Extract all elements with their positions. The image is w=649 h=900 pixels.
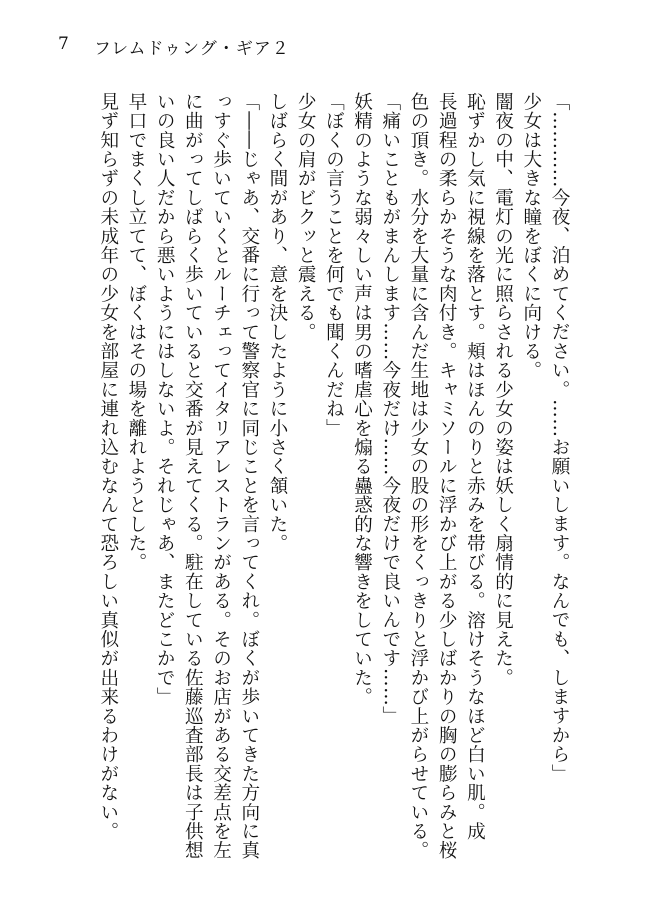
text-line: 早口でまくし立てて、ぼくはその場を離れようとした。 [125, 92, 147, 572]
text-line: 「――じゃあ、交番に行って警察官に同じことを言ってくれ。ぼくが歩いてきた方向に真 [238, 92, 260, 860]
text-line: 「ぼくの言うことを何でも聞くんだね」 [323, 92, 345, 438]
text-line: に曲がってしばらく歩いていると交番が見えてくる。駐在している佐藤巡査部長は子供想 [182, 92, 204, 860]
text-line: 色の頂き。水分を大量に含んだ生地は少女の股の形をくっきりと浮かび上がらせている。 [407, 92, 429, 860]
page-header [58, 34, 290, 59]
text-line: っすぐ歩いていくとルーチェってイタリアレストランがある。そのお店がある交差点を左 [210, 92, 232, 860]
text-line: しばらく間があり、意を決したように小さく頷いた。 [266, 92, 288, 553]
text-line: 闇夜の中、電灯の光に照らされる少女の姿は妖しく扇情的に見えた。 [492, 92, 514, 688]
text-line: いの良い人だから悪いようにはしないよ。それじゃあ、またどこかで」 [154, 92, 176, 707]
page-number: 7 [58, 34, 70, 54]
text-line: 妖精のような弱々しい声は男の嗜虐心を煽る蠱惑的な響きをしていた。 [351, 92, 373, 707]
vertical-body-text [67, 92, 573, 866]
text-line: 少女の肩がビクッと震える。 [295, 92, 317, 342]
text-line: 「痛いこともがまんします……今夜だけ……今夜だけで良いんです……」 [379, 92, 401, 726]
running-title: フレムドゥング・ギア２ [93, 39, 290, 59]
text-line: 長過程の柔らかそうな肉付き。キャミソールに浮かび上がる少しばかりの胸の膨らみと桜 [436, 92, 458, 860]
text-line: 少女は大きな瞳をぼくに向ける。 [520, 92, 542, 380]
text-line: 「…………今夜、泊めてください。……お願いします。なんでも、しますから」 [549, 92, 570, 784]
text-line: 恥ずかし気に視線を落とす。頬はほんのりと赤みを帯びる。溶けそうなほど白い肌。成 [464, 92, 486, 841]
text-line: 見ず知らずの未成年の少女を部屋に連れ込むなんて恐ろしい真似が出来るわけがない。 [97, 92, 119, 841]
